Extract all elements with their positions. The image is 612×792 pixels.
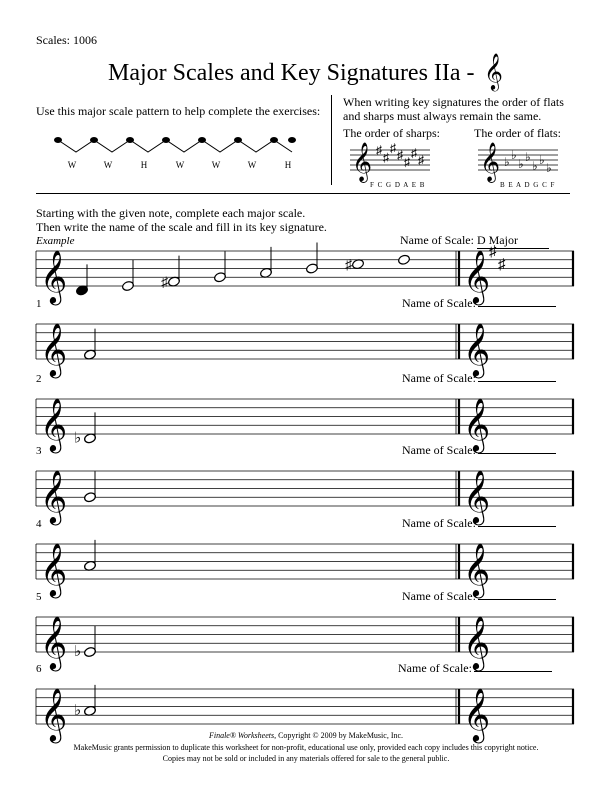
footer-line2: MakeMusic grants permission to duplicate this worksheet for non-profit, educational use only, provided each copy includes this copyright notice. [73, 743, 539, 752]
header-divider [331, 95, 332, 185]
key-signature-sharp: ♯ [489, 244, 497, 260]
scale-name-field[interactable] [478, 306, 556, 307]
scale-name-label: Name of Scale: [402, 589, 556, 604]
example-note [397, 254, 410, 265]
sharp-sign: ♯ [390, 141, 396, 155]
scale-name-field[interactable] [478, 453, 556, 454]
key-signature-sharp: ♯ [498, 257, 506, 274]
flat-sign: ♭ [525, 150, 531, 164]
pattern-step-label: W [247, 160, 257, 170]
section-divider [36, 193, 570, 194]
sharps-letters: F C G D A E B [370, 181, 426, 189]
sharp-sign: ♯ [397, 148, 403, 162]
svg-text:𝄞: 𝄞 [352, 144, 373, 181]
order-note-line2: and sharps must always remain the same. [343, 109, 542, 123]
scale-pattern-diagram [48, 128, 308, 188]
page-code: Scales: 1006 [36, 33, 97, 47]
pattern-step-label: W [211, 160, 221, 170]
flat-sign: ♭ [74, 430, 82, 447]
exercise-staff [0, 597, 612, 667]
instructions-line2: Then write the name of the scale and fill in its key signature. [36, 220, 327, 234]
pattern-note-dot [162, 137, 170, 143]
exercise-staff [0, 304, 612, 374]
scale-name-label: Name of Scale: [402, 443, 556, 458]
example-name-label: Name of Scale: D Major [400, 233, 549, 249]
sharps-staff [350, 140, 440, 190]
treble-clef-icon: 𝄞 [40, 251, 68, 302]
flat-sign: ♭ [74, 644, 82, 660]
exercise-number: 1 [36, 298, 42, 310]
footer-line1: Finale® Worksheets, Copyright © 2009 by MakeMusic, Inc. [208, 731, 404, 740]
pattern-step-label: H [140, 160, 148, 170]
key-signature-clef-icon: 𝄞 [463, 544, 491, 595]
sharp-sign: ♯ [161, 275, 168, 291]
flats-heading: The order of flats: [474, 126, 561, 140]
pattern-note-dot [54, 137, 62, 143]
treble-clef-icon: 𝄞 [40, 324, 68, 375]
key-signature-clef-icon: 𝄞 [463, 324, 491, 375]
flat-sign: ♭ [539, 153, 545, 167]
sharp-sign: ♯ [418, 153, 424, 167]
example-label: Example [36, 235, 75, 247]
example-name-value: D Major [477, 233, 549, 249]
exercise-number: 3 [36, 445, 42, 457]
order-note-line1: When writing key signatures the order of flats [343, 95, 564, 109]
treble-clef-icon: 𝄞 [40, 544, 68, 595]
svg-text:𝄞: 𝄞 [480, 144, 501, 181]
example-note [351, 258, 364, 269]
pattern-step-label: W [67, 160, 77, 170]
key-signature-clef-icon: 𝄞 [463, 689, 491, 740]
pattern-note-dot [288, 137, 296, 143]
exercise-number: 6 [36, 663, 42, 675]
exercise-staff [0, 379, 612, 449]
pattern-note-dot [234, 137, 242, 143]
flat-sign: ♭ [532, 159, 538, 173]
scale-name-label: Name of Scale: [402, 371, 556, 386]
pattern-step-label: W [103, 160, 113, 170]
treble-clef-icon: 𝄞 [40, 399, 68, 450]
exercise-staff [0, 669, 612, 739]
scale-name-field[interactable] [478, 381, 556, 382]
pattern-note-dot [126, 137, 134, 143]
pattern-step-label: W [175, 160, 185, 170]
exercise-staff [0, 451, 612, 521]
pattern-note-dot [270, 137, 278, 143]
page-title: Major Scales and Key Signatures IIa - [108, 60, 475, 86]
sharp-sign: ♯ [404, 155, 410, 169]
example-staff [0, 231, 612, 301]
key-signature-clef-icon: 𝄞 [463, 471, 491, 522]
treble-clef-icon [482, 54, 502, 94]
flat-sign: ♭ [504, 155, 510, 169]
flat-sign: ♭ [511, 148, 517, 162]
instructions-line1: Starting with the given note, complete each major scale. [36, 206, 306, 220]
exercise-number: 4 [36, 518, 42, 530]
flats-staff [478, 140, 568, 190]
key-signature-clef-icon: 𝄞 [463, 617, 491, 668]
treble-clef-icon: 𝄞 [40, 617, 68, 668]
footer-line3: Copies may not be sold or included in any materials offered for sale to the general public. [162, 754, 450, 763]
exercise-number: 5 [36, 591, 42, 603]
flats-letters: B E A D G C F [500, 181, 556, 189]
exercise-number: 2 [36, 373, 42, 385]
flat-sign: ♭ [518, 157, 524, 171]
scale-name-field[interactable] [474, 671, 552, 672]
key-signature-clef-icon: 𝄞 [463, 399, 491, 450]
flat-sign: ♭ [74, 702, 82, 719]
sharp-sign: ♯ [411, 146, 417, 160]
svg-text:𝄞: 𝄞 [484, 53, 503, 89]
sharp-sign: ♯ [345, 258, 352, 274]
scale-name-field[interactable] [478, 599, 556, 600]
pattern-note-dot [198, 137, 206, 143]
scale-name-label: Name of Scale: [398, 661, 552, 676]
sharp-sign: ♯ [376, 143, 382, 157]
pattern-note-dot [90, 137, 98, 143]
pattern-instruction: Use this major scale pattern to help complete the exercises: [36, 104, 321, 118]
scale-name-label: Name of Scale: [402, 296, 556, 311]
key-signature-clef-icon: 𝄞 [463, 251, 491, 302]
pattern-step-label: H [284, 160, 292, 170]
scale-name-field[interactable] [478, 526, 556, 527]
exercise-staff [0, 524, 612, 594]
sharp-sign: ♯ [383, 150, 389, 165]
scale-name-label: Name of Scale: [402, 516, 556, 531]
sharps-heading: The order of sharps: [343, 126, 440, 140]
flat-sign: ♭ [546, 161, 552, 175]
treble-clef-icon: 𝄞 [40, 471, 68, 522]
treble-clef-icon: 𝄞 [40, 689, 68, 740]
